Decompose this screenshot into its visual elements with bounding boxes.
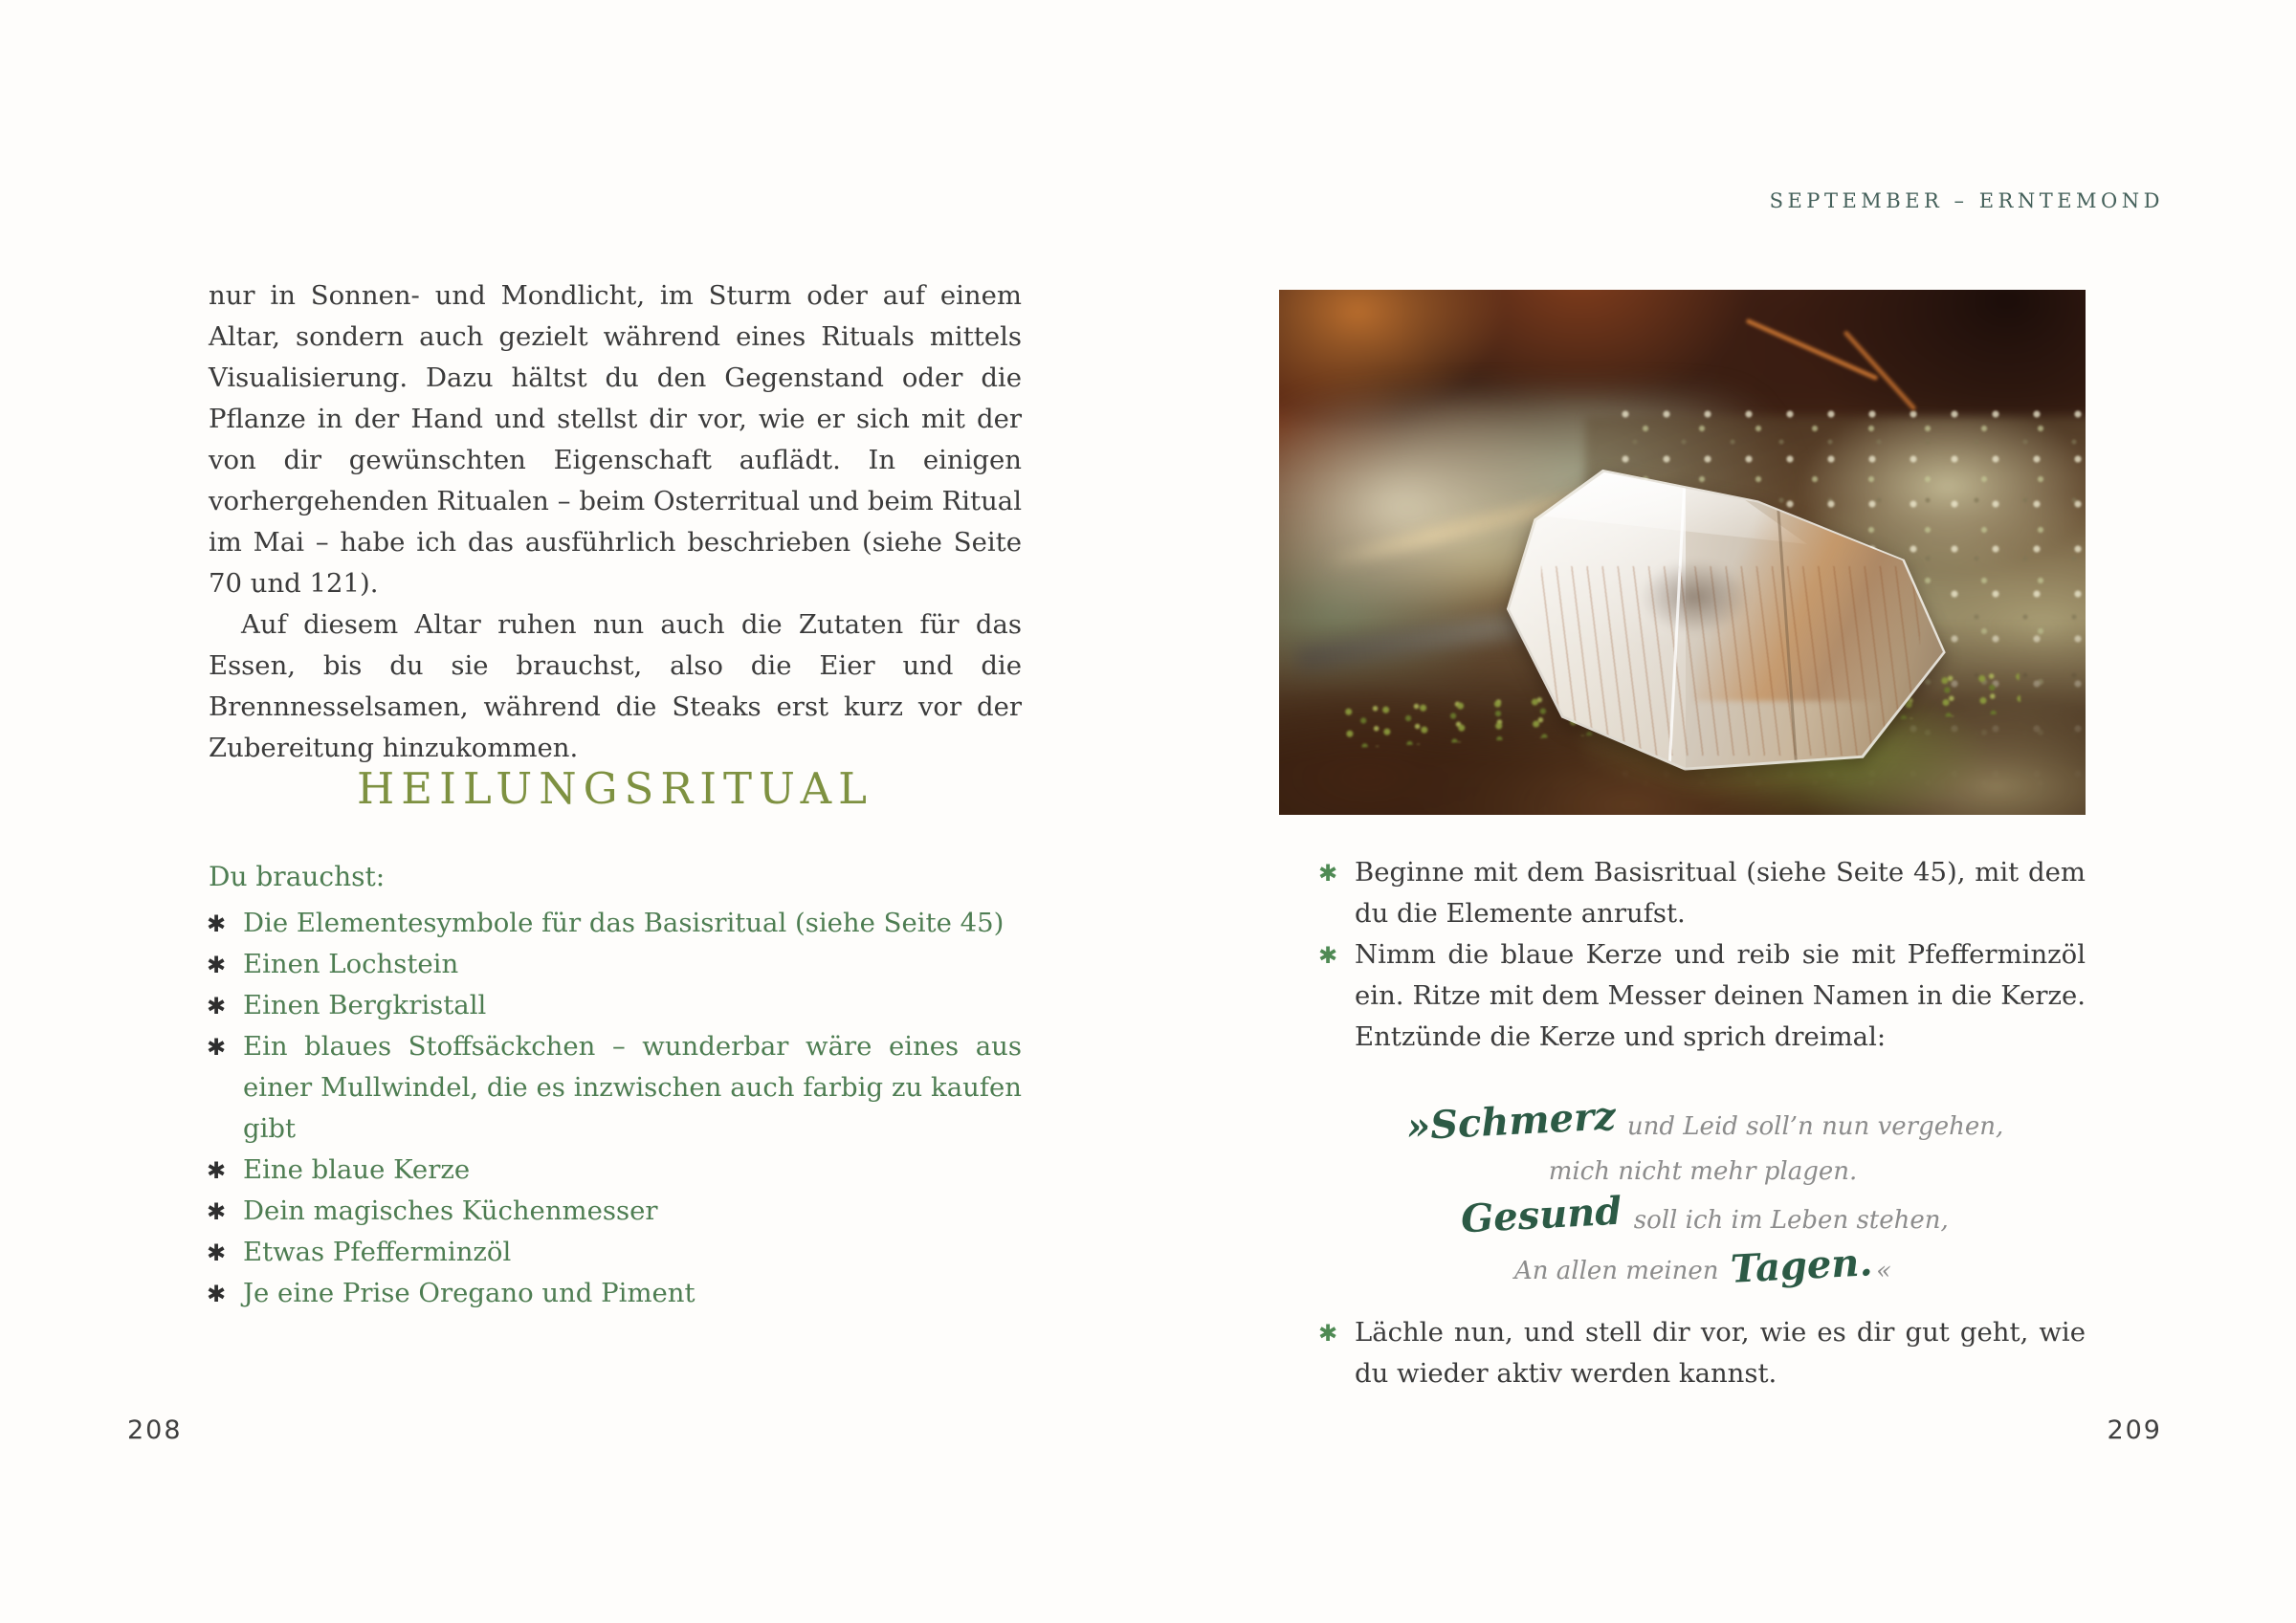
list-item (1320, 852, 2086, 934)
quote-script-word: Gesund (1460, 1188, 1623, 1242)
asterisk-bullet-icon: ✱ (207, 993, 227, 1020)
quote-line: mich nicht mehr plagen. (1548, 1157, 1858, 1186)
list-item-text: Einen Lochstein (243, 949, 459, 979)
quote-script-word: Tagen. (1729, 1239, 1874, 1292)
running-header: SEPTEMBER – ERNTEMOND (1769, 189, 2164, 212)
list-item (209, 985, 1022, 1026)
list-item-text: Eine blaue Kerze (243, 1154, 471, 1185)
list-item-text: Einen Bergkristall (243, 990, 487, 1020)
asterisk-bullet-icon: ✱ (1318, 860, 1338, 887)
paragraph-1: nur in Sonnen- und Mondlicht, im Sturm oder auf einem Altar, sondern auch gezielt während eines Rituals mittels Visualisierung. Dazu hältst du den Gegenstand oder die Pflanze in der Hand und stellst dir vor, wie er sich mit der von dir gewünschten Eigenschaft auflädt. In einigen vorhergehenden Ritualen – beim Osterritual und beim Ritual im Mai – habe ich das ausführlich beschrieben (siehe Seite 70 und 121). (209, 280, 1022, 599)
photo-quartz-crystal (1505, 463, 1956, 767)
quote-script-word (1405, 1094, 1617, 1148)
list-item (209, 1150, 1022, 1191)
quote-close-mark: « (1876, 1257, 1891, 1285)
list-intro: Du brauchst: (209, 861, 386, 892)
quote-text: und Leid soll’n nun vergehen, (1619, 1112, 2004, 1141)
list-item (209, 1273, 1022, 1314)
quote-line (1339, 1093, 2066, 1151)
list-item-text: Ein blaues Stoffsäckchen – wunderbar wäre eines aus einer Mullwindel, die es inzwischen auch farbig zu kaufen gibt (243, 1031, 1022, 1144)
asterisk-bullet-icon: ✱ (207, 910, 227, 937)
asterisk-bullet-icon: ✱ (1318, 942, 1338, 969)
list-item-text: Die Elementesymbole für das Basisritual (siehe Seite 45) (243, 908, 1004, 938)
ritual-steps-list-continued (1320, 1312, 2086, 1394)
supplies-list (209, 903, 1022, 1314)
list-item-text: Dein magisches Küchenmesser (243, 1195, 658, 1226)
body-text-column (209, 275, 1022, 769)
list-item (1320, 934, 2086, 1058)
asterisk-bullet-icon: ✱ (207, 1198, 227, 1225)
asterisk-bullet-icon: ✱ (207, 1281, 227, 1307)
list-item-text: Nimm die blaue Kerze und reib sie mit Pfefferminzöl ein. Ritze mit dem Messer deinen Namen in die Kerze. Entzünde die Kerze und sprich dreimal: (1355, 939, 2086, 1052)
list-item (209, 1026, 1022, 1150)
quote-line (1339, 1239, 2066, 1295)
asterisk-bullet-icon: ✱ (207, 952, 227, 978)
list-item (209, 1232, 1022, 1273)
list-item-text: Etwas Pfefferminzöl (243, 1237, 512, 1267)
crystal-dark-inclusion (1623, 548, 1767, 646)
quote-line (1339, 1188, 2066, 1244)
ritual-steps-list (1320, 852, 2086, 1058)
crystal-photo (1279, 290, 2086, 815)
list-item-text: Beginne mit dem Basisritual (siehe Seite 45), mit dem du die Elemente anrufst. (1355, 857, 2086, 929)
quote-open-mark: » (1404, 1103, 1432, 1150)
paragraph-2: Auf diesem Altar ruhen nun auch die Zutaten für das Essen, bis du sie brauchst, also die Eier und die Brennnesselsamen, während die Steaks erst kurz vor der Zubereitung hinzukommen. (209, 609, 1022, 763)
asterisk-bullet-icon: ✱ (1318, 1320, 1338, 1347)
quote-text: An allen meinen (1513, 1257, 1727, 1285)
quote-text: soll ich im Leben stehen, (1625, 1206, 1949, 1235)
list-item (209, 903, 1022, 944)
list-item (209, 944, 1022, 985)
list-item (209, 1191, 1022, 1232)
spell-quote (1339, 1093, 2066, 1295)
asterisk-bullet-icon: ✱ (207, 1157, 227, 1184)
list-item (1320, 1312, 2086, 1394)
list-item-text: Lächle nun, und stell dir vor, wie es dir gut geht, wie du wieder aktiv werden kannst. (1355, 1317, 2086, 1389)
quote-script-text: Schmerz (1428, 1093, 1617, 1149)
section-heading: HEILUNGSRITUAL (357, 763, 873, 814)
asterisk-bullet-icon: ✱ (207, 1239, 227, 1266)
page-number-right: 209 (2107, 1415, 2162, 1445)
asterisk-bullet-icon: ✱ (207, 1034, 227, 1061)
page-number-left: 208 (127, 1415, 183, 1445)
list-item-text: Je eine Prise Oregano und Piment (243, 1278, 695, 1308)
